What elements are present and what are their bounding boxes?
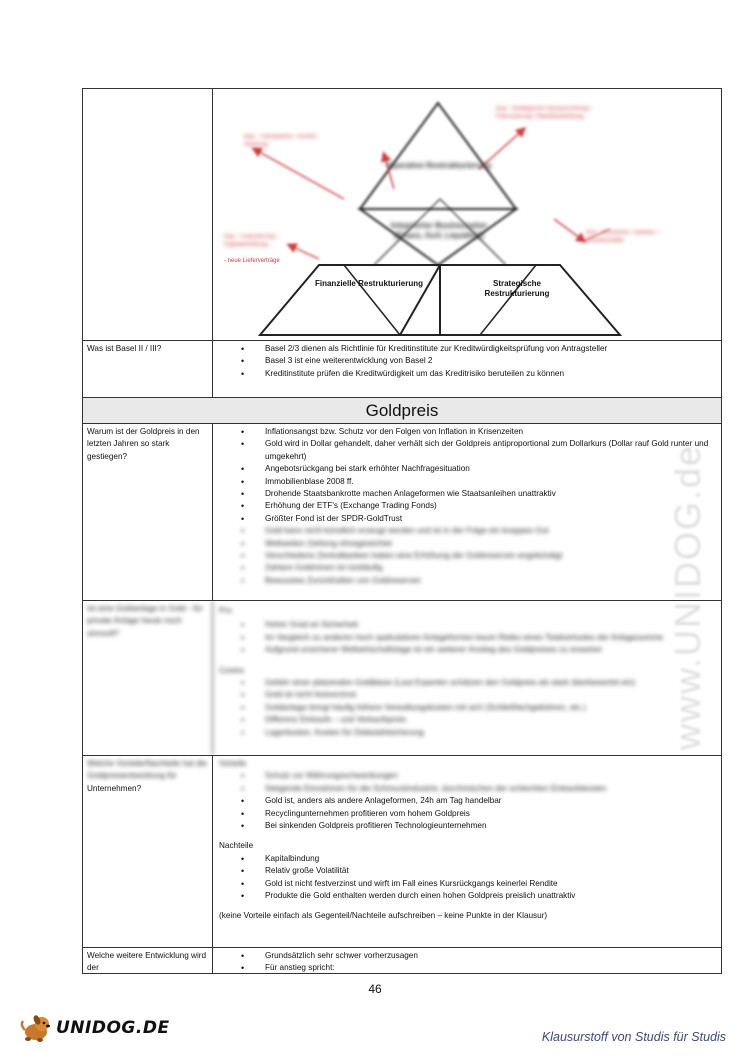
list-item: • Erhöhung der ETF's (Exchange Trading Fonds) [265, 500, 717, 512]
list-item: • Bewusstes Zurückhalten von Goldreserven [265, 575, 717, 587]
question-blurred: Welche Vorteile/Nachteile hat die Goldpreisentwicklung für [87, 759, 208, 781]
restructuring-diagram [214, 89, 720, 341]
node-operative: Operative Restrukturierung [386, 161, 492, 170]
gold-rise-question: Warum ist der Goldpreis in den letzten Jahren so stark gestiegen? [83, 424, 213, 600]
list-item: • Im Vergleich zu anderen hoch spekulativen Anlageformen kaum Risiko eines Totalverlustes der Anlagesumme [265, 632, 717, 644]
unidog-logo [20, 1013, 170, 1043]
list-item: • Basel 2/3 dienen als Richtlinie für Kreditinstitute zur Kreditwürdigkeitsprüfung von Antragsteller [265, 343, 717, 355]
list-item: • Angebotsrückgang bei stark erhöhter Nachfragesituation [265, 463, 717, 475]
list-item: • Für anstieg spricht: [265, 962, 717, 974]
list-item: • Differenz Einkaufs – und Verkaufspreis [265, 714, 717, 726]
note-top-right: Bsp.: Strategische Neuausrichtung / Fokussierung / Marktbearbeitung [496, 106, 592, 120]
outlook-row [83, 948, 721, 974]
content-table [82, 88, 722, 974]
list-item: • Gold ist nicht festverzinst [265, 689, 717, 701]
gold-investment-row [83, 601, 721, 756]
note-top-left: Bsp.: Transparenz / Kosten-Senkung [244, 134, 319, 148]
list-item: • Lagerkosten, Kosten für Diebstahlsicherung [265, 727, 717, 739]
list-item: • Produkte die Gold enthalten werden durch einen hohen Goldpreis preislich unattraktiv [265, 890, 717, 902]
logo-text: UNIDOG.DE [56, 1017, 170, 1038]
list-item: • Kreditinstitute prüfen die Kreditwürdigkeit um das Kreditrisiko beruteilen zu können [265, 368, 717, 380]
list-item: • Kapitalbindung [265, 853, 717, 865]
list-item: • Hoher Grad an Sicherheit [265, 619, 717, 631]
basel-answer [213, 341, 721, 397]
list-item: • Weltweiten Zahlung ohnegewichtet [265, 538, 717, 550]
footer-tagline: Klausurstoff von Studis für Studis [541, 1030, 726, 1044]
list-item: • Immobilienblase 2008 ff. [265, 476, 717, 488]
gold-investment-question: Ist eine Goldanlage in Gold - für private Anlage heute noch sinnvoll? [83, 601, 213, 755]
gold-rise-row [83, 424, 721, 601]
list-item: • Aufgrund unsicherer Weltwirtschaftslage ist ein weiterer Anstieg des Goldpreises zu erwarten [265, 644, 717, 656]
contra-label: Contra [219, 665, 244, 675]
list-item: • Goldanlage bringt häufig höhere Verwaltungskosten mit sich (Schließfachgebühren, etc.) [265, 702, 717, 714]
question-visible: Unternehmen? [87, 783, 142, 793]
gold-companies-answer [213, 756, 721, 947]
list-item: • Relativ große Volatilität [265, 865, 717, 877]
node-businessplan: Integrierter Businessplan (Bilanz, GuV, Liquidität) [390, 221, 488, 240]
list-item: • Schutz vor Währungsschwankungen [265, 770, 717, 782]
list-item: • Gefahr einer platzenden Goldblase (Laut Experten schätzen den Goldpreis als stark überbewertet ein) [265, 677, 717, 689]
list-item: • Gold wird in Dollar gehandelt, daher verhält sich der Goldpreis antiproportional zum Dollarkurs (Dollar rauf Gold runter und umgekehrt) [265, 438, 717, 463]
pro-label: Pro [219, 606, 232, 615]
gold-companies-question [83, 756, 213, 947]
gold-rise-answer [213, 424, 721, 600]
list-item: • Grundsätzlich sehr schwer vorherzusagen [265, 950, 717, 962]
list-item: • Steigende Einnahmen für die Schmuckindustrie, durchmischen der schlechten Einkaufskosten [265, 783, 717, 795]
watermark: www.UNIDOG.de [667, 443, 708, 750]
list-item: • Gold ist nicht festverzinst und wirft im Fall eines Kursrückgangs keinerlei Rendite [265, 878, 717, 890]
note-mid-left-last: - neue Lieferverträge [224, 258, 280, 264]
list-item: • Verschiedene Zentralbanken haben eine Erhöhung der Goldreserven angekündigt [265, 550, 717, 562]
gold-companies-row [83, 756, 721, 948]
pyramid-svg [214, 89, 720, 341]
list-item: • Zahlare Goldminen ist rückläufig [265, 562, 717, 574]
node-financial: Finanzielle Restrukturierung [314, 279, 424, 288]
pyramid-right [440, 265, 620, 335]
gold-investment-answer [213, 601, 721, 755]
note-mid-left: Bsp.: Finanzierung / Kapitalerhöhung [224, 234, 278, 248]
advantages-label: Vorteile [219, 759, 247, 768]
node-strategic: Strategische Restrukturierung [484, 279, 550, 298]
outlook-question: Welche weitere Entwicklung wird der [83, 948, 213, 974]
disadvantages-label: Nachteile [219, 841, 254, 851]
list-item: • Gold kann nicht künstlich erzeugt werden und ist in der Folge ein knappes Gut [265, 525, 717, 537]
exam-note: (keine Vorteile einfach als Gegenteil/Nachteile aufschreiben – keine Punkte in der Klausur) [219, 911, 548, 921]
note-mid-right: Bsp.: Investoren / Banken / Gesellschafter [586, 230, 659, 244]
diagram-question-cell [83, 89, 213, 340]
dog-mascot-icon [20, 1013, 54, 1043]
list-item: • Recyclingunternehmen profitieren vom hohem Goldpreis [265, 808, 717, 820]
list-item: • Bei sinkenden Goldpreis profitieren Technologieunternehmen [265, 820, 717, 832]
basel-row [83, 341, 721, 398]
section-title: Goldpreis [83, 398, 721, 424]
pyramid-left [260, 265, 440, 335]
list-item: • Basel 3 ist eine weiterentwicklung von Basel 2 [265, 355, 717, 367]
list-item: • Gold ist, anders als andere Anlageformen, 24h am Tag handelbar [265, 795, 717, 807]
list-item: • Drohende Staatsbankrotte machen Anlageformen wie Staatsanleihen unattraktiv [265, 488, 717, 500]
basel-question: Was ist Basel II / III? [83, 341, 213, 397]
list-item: • Größter Fond ist der SPDR-GoldTrust [265, 513, 717, 525]
page-number: 46 [368, 982, 382, 996]
list-item: • Inflationsangst bzw. Schutz vor den Folgen von Inflation in Krisenzeiten [265, 426, 717, 438]
outlook-answer [213, 948, 721, 974]
